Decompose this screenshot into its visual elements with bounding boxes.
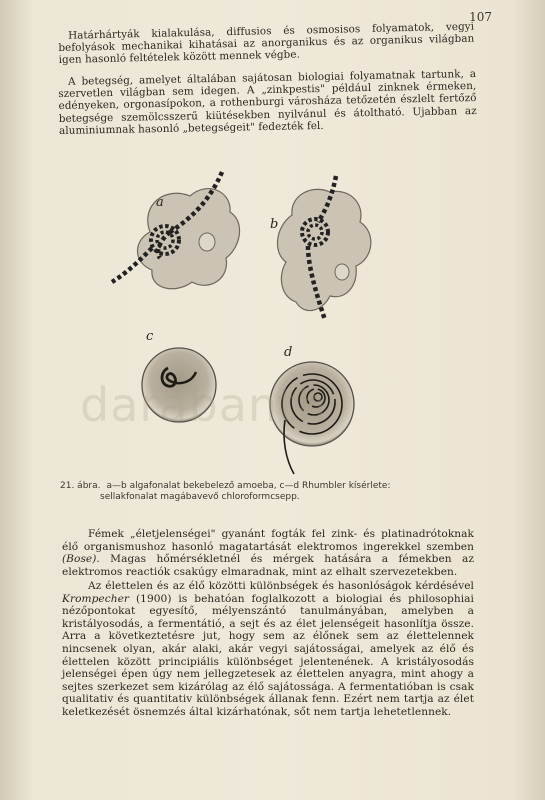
- panel-d-drop: [270, 345, 354, 474]
- paragraph-3-text-a: Fémek „életjelenségei" gyanánt fogták fel zink- és platinadrótoknak élő organismushoz hasonló magatartását elektromos ingerekkel szemben: [62, 528, 474, 553]
- paragraph-2: A betegség, amelyet általában sajátosan biologiai folyamatnak tartunk, a szervetlen világban sem idegen. A „zinkpestis" például zinknek érmeken, edényeken, orgonasípokon, a rothenburgi városháza tetőzetén észlelt fertőző betegsége szemölcsszerű kiütésekben nyilvánul és átoltható. Ujabban az aluminiumnak hasonló „betegségeit" fedezték fel.: [58, 67, 477, 137]
- paragraph-4-author: Krompecher: [62, 592, 130, 605]
- paragraph-4-text-a: Az élettelen és az élő közötti különbségek és hasonlóságok kérdésével: [88, 580, 474, 592]
- paragraph-3: [62, 528, 474, 578]
- paragraph-4: [62, 580, 474, 719]
- paragraph-3-text-c: Magas hőmérsékletnél és mérgek hatására a fémekben az elektromos reactiók csakúgy elmaradnak, mint az elhalt szervezetekben.: [62, 553, 474, 578]
- paragraph-4-text-c: (1900) is behatóan foglalkozott a biologiai és philosophiai nézőpontokat egyesítő, mélyenszántó tanulmányában, amelyben a kristályosodás, a fermentátió, a sejt és az élet jelenségeit hasonlítja össze. Arra a következtetésre jut, hogy sem az élőnek sem az élettelennek nincsenek olyan, akár alaki, akár vegyi sajátosságai, amelyek az élő és élettelen között principiális különbséget jelentenének. A kristályosodás jelenségei épen úgy nem jellegzetesek az élettelen anyagra, mint ahogy a sejtes szerkezet sem kizárólag az élő sajátossága. A fermentatióban is csak qualitativ és quantitativ különbségek állanak fenn. Ezért nem tartja az élet keletkezését ösnemzés által kizárhatónak, sőt nem tartja lehetetlennek.: [62, 592, 474, 718]
- page-number: 107: [469, 10, 492, 24]
- paragraph-3-author: (Bose).: [62, 553, 100, 566]
- paragraph-1: Határhártyák kialakulása, diffusios és osmosisos folyamatok, vegyi befolyások mechanikai kihatásai az anorganikus és az organikus világban igen hasonló feltételek között mennek végbe.: [58, 20, 475, 67]
- caption-line-1: a—b algafonalat bekebelező amoeba, c—d Rhumbler kísérlete:: [106, 481, 391, 491]
- label-d: d: [284, 345, 293, 360]
- watermark: darabanth: [80, 378, 328, 432]
- label-b: b: [270, 217, 279, 232]
- caption-line-2: sellakfonalat magábavevő chloroformcsepp.: [100, 492, 300, 502]
- label-c: c: [146, 329, 154, 344]
- panel-b-amoeba: [270, 176, 371, 320]
- figure-caption: [60, 481, 480, 503]
- panel-a-amoeba: [112, 172, 240, 289]
- label-a: a: [156, 195, 164, 210]
- panel-c-drop: [142, 329, 216, 422]
- caption-number: 21. ábra.: [60, 481, 101, 491]
